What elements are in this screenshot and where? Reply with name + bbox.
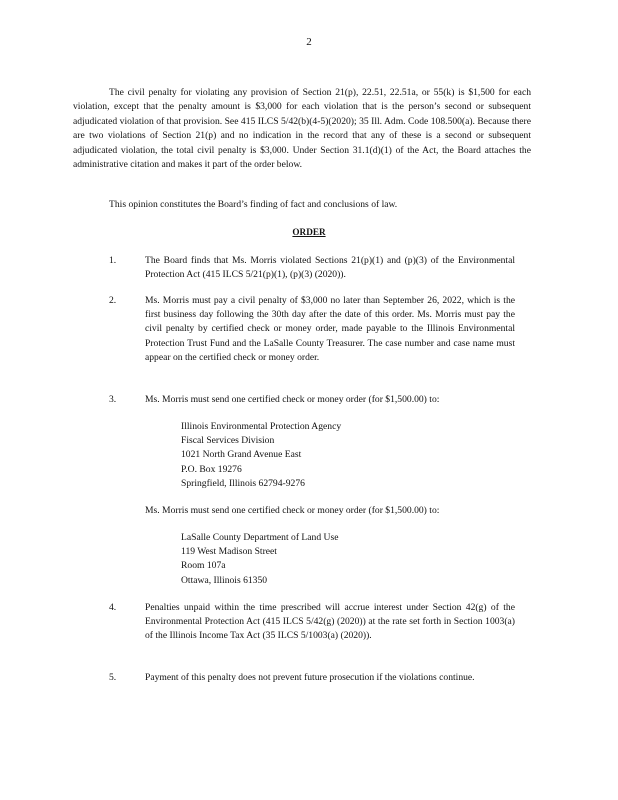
address-line: 119 West Madison Street xyxy=(181,546,277,558)
address-line: Illinois Environmental Protection Agency xyxy=(181,421,342,432)
penalty-paragraph: The civil penalty for violating any provision of Section 21(p), 22.51, 22.51a, or 55(k) is $1,500 for each violation, except that the penalty amount is $3,000 for each violation that is the person’s second or subsequent adjudicated violation of that provision. See 415 ILCS 5/42(b)(4-5)(2020); 35 Ill. Adm. Code 108.500(a). Because there are two violations of Section 21(p) and no indication in the record that any of these is a second or subsequent adjudicated violation, the total civil penalty is $3,000. Under Section 31.1(d)(1) of the Act, the Board attaches the administrative citation and makes it part of the order below. xyxy=(73,87,531,171)
item-number: 5. xyxy=(109,672,117,683)
address-line: Fiscal Services Division xyxy=(181,435,275,447)
address-block-iepa xyxy=(181,420,341,491)
second-send-text: Ms. Morris must send one certified check or money order (for $1,500.00) to: xyxy=(145,505,440,516)
order-heading xyxy=(0,227,618,237)
address-block-lasalle xyxy=(181,531,338,588)
item-number: 4. xyxy=(109,602,117,613)
address-line: P.O. Box 19276 xyxy=(181,463,242,475)
item-number: 1. xyxy=(109,255,117,266)
item-text: Penalties unpaid within the time prescribed will accrue interest under Section 42(g) of the Environmental Protection Act (415 ILCS 5/42(g) (2020)) at the rate set forth in Section 1003(a) of the Illinois Income Tax Act (35 ILCS 5/1003(a) (2020)). xyxy=(145,602,515,642)
address-line: Springfield, Illinois 62794-9276 xyxy=(181,477,305,489)
address-line: Ottawa, Illinois 61350 xyxy=(181,574,268,586)
item-text: The Board finds that Ms. Morris violated Sections 21(p)(1) and (p)(3) of the Environmental Protection Act (415 ILCS 5/21(p)(1), (p)(3) (2020)). xyxy=(145,255,515,281)
item-text: Payment of this penalty does not prevent future prosecution if the violations continue. xyxy=(145,672,475,683)
address-line: Room 107a xyxy=(181,560,226,572)
address-line: 1021 North Grand Avenue East xyxy=(181,449,302,461)
item-number: 2. xyxy=(109,295,117,306)
item-number: 3. xyxy=(109,394,117,405)
findings-paragraph: This opinion constitutes the Board’s finding of fact and conclusions of law. xyxy=(109,199,398,210)
order-heading-text: ORDER xyxy=(292,227,326,237)
address-line: LaSalle County Department of Land Use xyxy=(181,532,339,543)
item-text: Ms. Morris must pay a civil penalty of $3,000 no later than September 26, 2022, which is the first business day following the 30th day after the date of this order. Ms. Morris must pay the civil penalty by certified check or money order, made payable to the Illinois Environmental Protection Trust Fund and the LaSalle County Treasurer. The case number and case name must appear on the certified check or money order. xyxy=(145,295,515,363)
item-text: Ms. Morris must send one certified check or money order (for $1,500.00) to: xyxy=(145,394,440,405)
page-number: 2 xyxy=(306,36,312,48)
